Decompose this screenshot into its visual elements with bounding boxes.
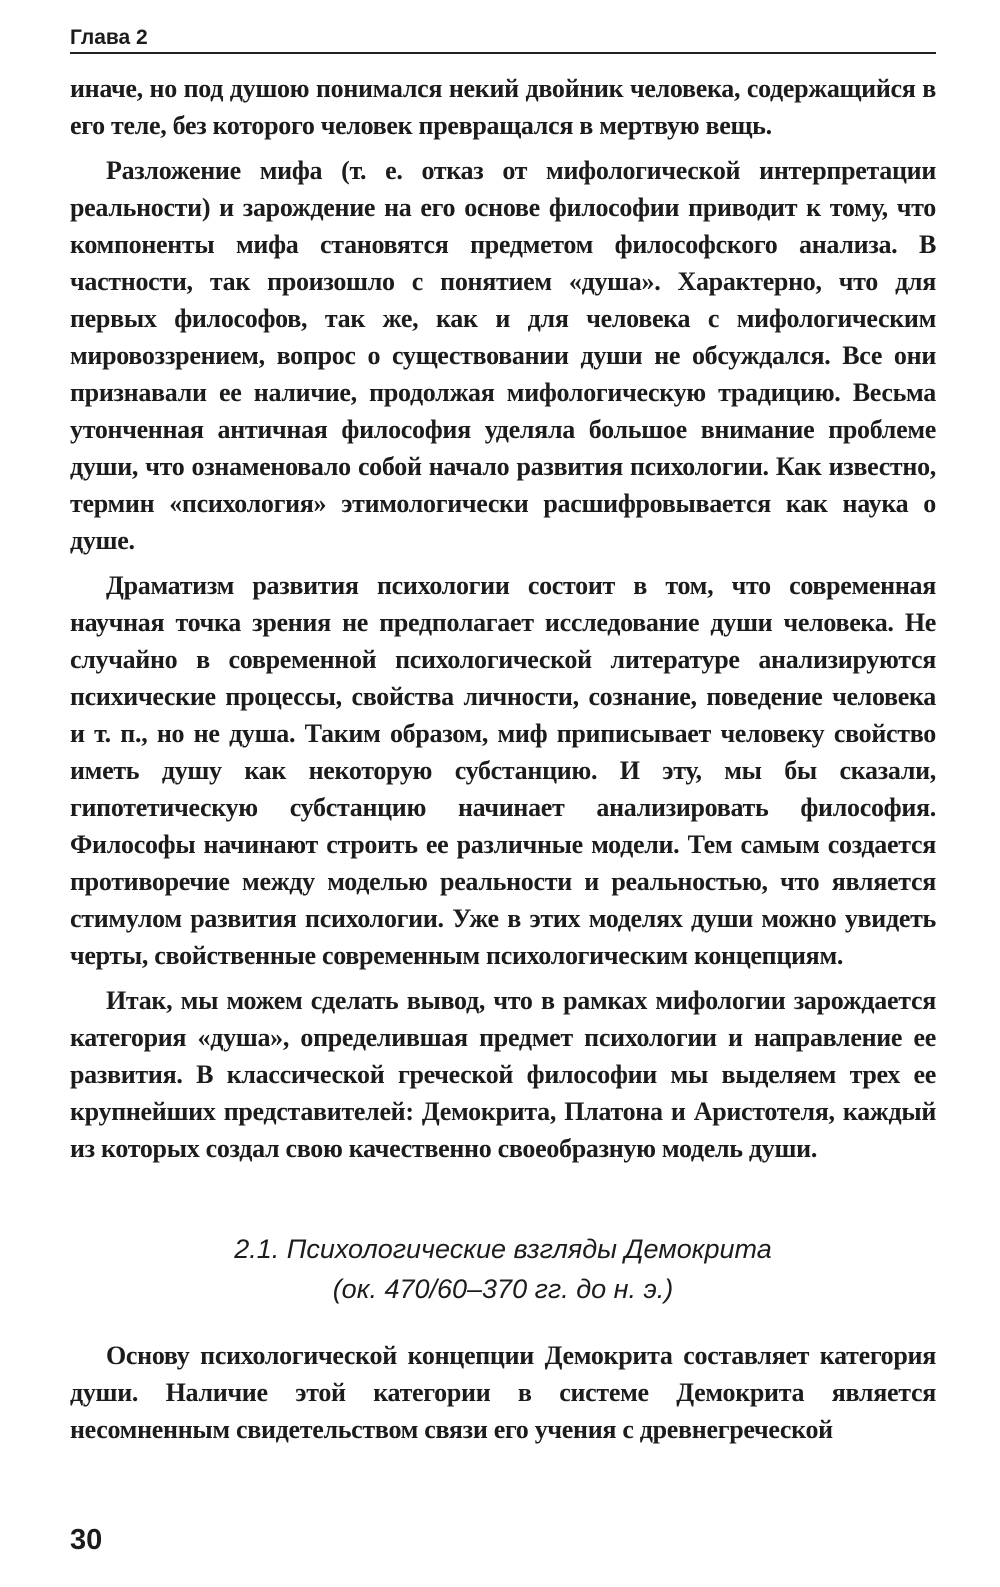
paragraph: Итак, мы можем сделать вывод, что в рамках мифологии зарождается категория «душа», определившая предмет психологии и направление ее развития. В классической греческой философии мы выделяем трех ее крупнейших представителей: Демокрита, Платона и Аристотеля, каждый из которых создал свою качественно своеобразную модель души.: [70, 986, 936, 1163]
paragraph-continued: иначе, но под душою понимался некий двойник человека, содержащийся в его теле, без которого человек превращался в мертвую вещь.: [70, 74, 936, 140]
section-title-line: 2.1. Психологические взгляды Демокрита: [234, 1234, 772, 1264]
page-body: [70, 70, 936, 1456]
page-number: 30: [70, 1524, 103, 1556]
chapter-label: Глава 2: [70, 26, 148, 49]
section-paragraph: Основу психологической концепции Демокрита составляет категория души. Наличие этой категории в системе Демокрита является несомненным свидетельством связи его учения с древнегреческой: [70, 1341, 936, 1444]
section-heading: [70, 1229, 936, 1309]
paragraph: Драматизм развития психологии состоит в том, что современная научная точка зрения не предполагает исследование души человека. Не случайно в современной психологической литературе анализируются психические процессы, свойства личности, сознание, поведение человека и т. п., но не душа. Таким образом, миф приписывает человеку свойство иметь душу как некоторую субстанцию. И эту, мы бы сказали, гипотетическую субстанцию начинает анализировать философия. Философы начинают строить ее различные модели. Тем самым создается противоречие между моделью реальности и реальностью, что является стимулом развития психологии. Уже в этих моделях души можно увидеть черты, свойственные современным психологическим концепциям.: [70, 571, 936, 970]
section-dates-line: (ок. 470/60–370 гг. до н. э.): [332, 1274, 674, 1304]
paragraph: Разложение мифа (т. е. отказ от мифологической интерпретации реальности) и зарождение на его основе философии приводит к тому, что компоненты мифа становятся предметом философского анализа. В частности, так произошло с понятием «душа». Характерно, что для первых философов, так же, как и для человека с мифологическим мировоззрением, вопрос о существовании души не обсуждался. Все они признавали ее наличие, продолжая мифологическую традицию. Весьма утонченная античная философия уделяла большое внимание проблеме души, что ознаменовало собой начало развития психологии. Как известно, термин «психология» этимологически расшифровывается как наука о душе.: [70, 156, 936, 555]
running-head: [70, 24, 936, 54]
